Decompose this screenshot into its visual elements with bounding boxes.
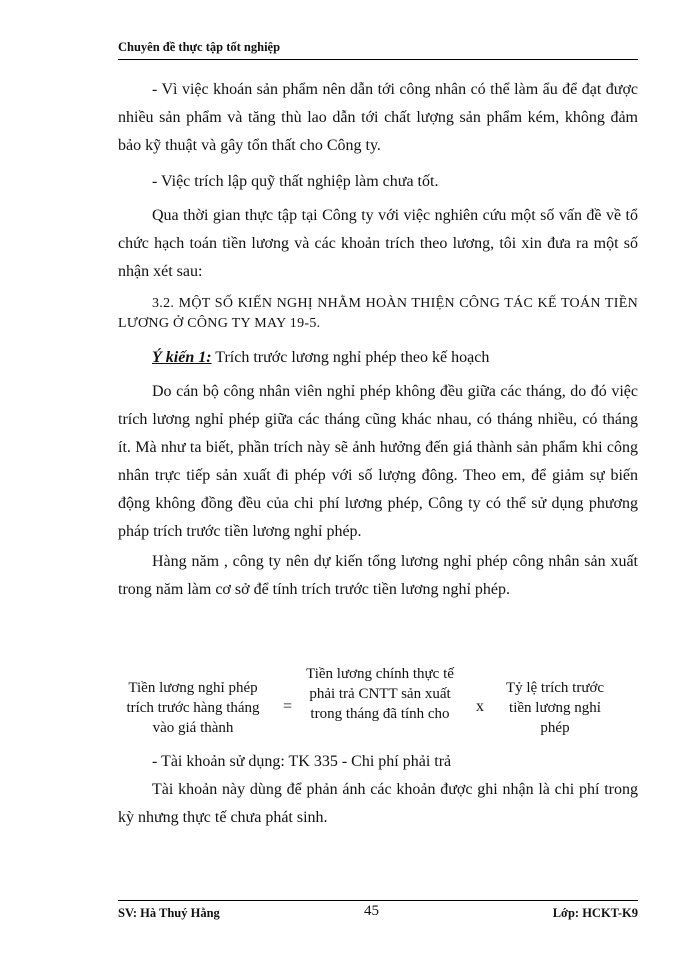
formula-equals-sign: =: [283, 698, 293, 715]
idea-line: [118, 344, 638, 372]
formula-lhs: Tiền lương nghỉ phép trích trước hàng tháng vào giá thành: [126, 680, 260, 736]
paragraph-2: - Việc trích lập quỹ thất nghiệp làm chưa tốt.: [152, 173, 439, 190]
formula-times-sign: x: [476, 698, 484, 715]
idea-label: Ý kiến 1:: [152, 349, 212, 366]
paragraph-6: - Tài khoản sử dụng: TK 335 - Chi phí phải trả: [152, 753, 452, 770]
formula-term-1: Tiền lương chính thực tế phải trả CNTT sản xuất trong tháng đã tính cho: [306, 666, 454, 722]
page-header: [118, 40, 638, 60]
page-footer: [118, 900, 638, 925]
paragraph-7: Tài khoản này dùng để phản ánh các khoản được ghi nhận là chi phí trong kỳ nhưng thực tế chưa phát sinh.: [118, 781, 638, 826]
paragraph-3: Qua thời gian thực tập tại Công ty với việc nghiên cứu một số vấn đề về tổ chức hạch toán tiền lương và các khoản trích theo lương, tôi xin đưa ra một số nhận xét sau:: [118, 207, 638, 280]
paragraph-4: Do cán bộ công nhân viên nghỉ phép không đều giữa các tháng, do đó việc trích lương nghỉ phép giữa các tháng cũng khác nhau, có tháng nhiều, có tháng ít. Mà như ta biết, phần trích này sẽ ảnh hưởng đến giá thành sản phẩm khi công nhân trực tiếp sản xuất đi phép với số lượng đông. Theo em, để giảm sự biến động không đồng đều của chi phí lương phép, Công ty có thể sử dụng phương pháp trích trước tiền lương nghỉ phép.: [118, 383, 638, 540]
idea-text: Trích trước lương nghỉ phép theo kế hoạch: [211, 349, 490, 366]
paragraph-5: Hàng năm , công ty nên dự kiến tổng lương nghỉ phép công nhân sản xuất trong năm làm cơ sở để tính trích trước tiền lương nghỉ phép.: [118, 553, 638, 598]
page-number: 45: [364, 903, 379, 919]
footer-student: SV: Hà Thuý Hằng: [118, 906, 220, 920]
footer-class: Lớp: HCKT-K9: [552, 906, 638, 920]
section-heading: 3.2. MỘT SỐ KIẾN NGHỊ NHẰM HOÀN THIỆN CÔNG TÁC KẾ TOÁN TIỀN LƯƠNG Ở CÔNG TY MAY 19-5.: [118, 296, 638, 331]
formula-term-2: Tỷ lệ trích trước tiền lương nghỉ phép: [505, 680, 605, 736]
paragraph-1: - Vì việc khoán sản phẩm nên dẫn tới công nhân có thể làm ẩu để đạt được nhiều sản phẩm và tăng thù lao dẫn tới chất lượng sản phẩm kém, không đảm bảo kỹ thuật và gây tổn thất cho Công ty.: [118, 81, 638, 154]
header-title: Chuyên đề thực tập tốt nghiệp: [118, 40, 281, 54]
